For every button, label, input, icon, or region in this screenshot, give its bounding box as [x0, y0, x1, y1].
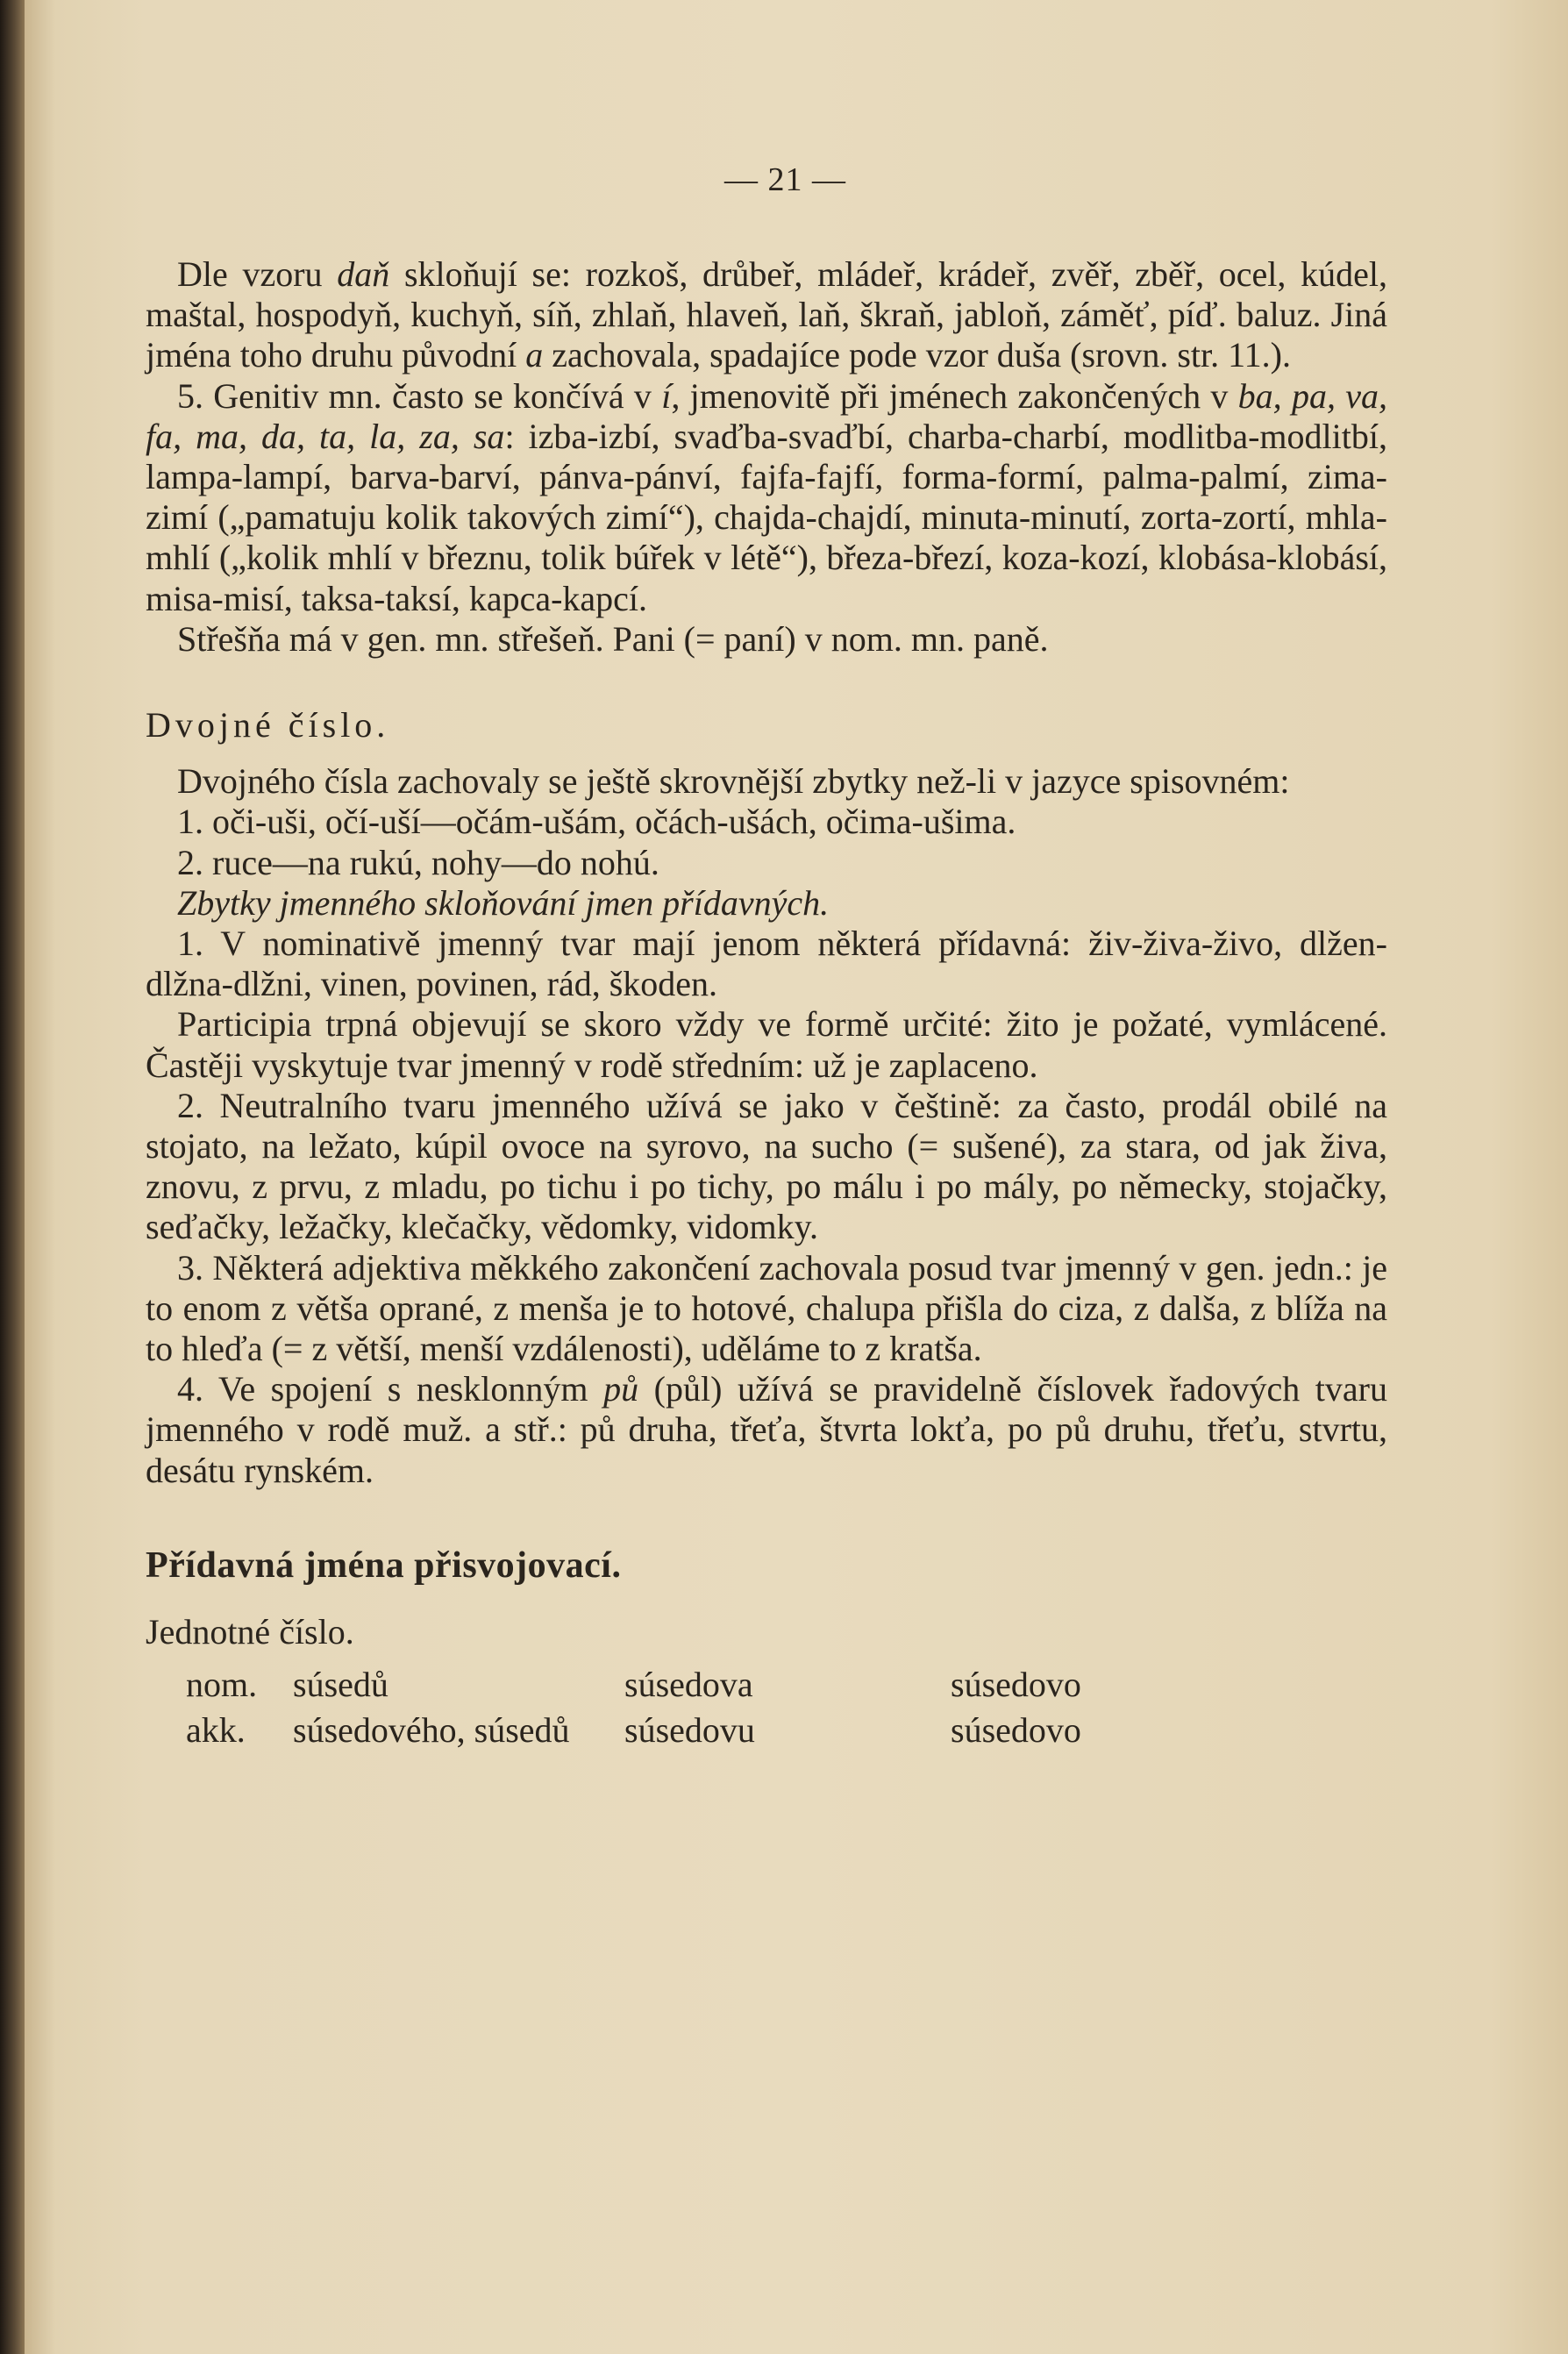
text-run: zachovala, spadajíce pode vzor duša (srovn. str. 11.).	[543, 335, 1291, 375]
paragraph-adjectives: 3. Některá adjektiva měkkého zakončení zachovala posud tvar jmenný v gen. jedn.: je to enom z větša oprané, z menša je to hotové, chalupa přišla do ciza, z dalša, z blíža na to hleďa (= z větší, menší vzdálenosti), uděláme to z kratša.	[146, 1247, 1387, 1369]
text-run: (půl) užívá se pravidelně číslovek řadových tvaru jmenného v rodě muž. a stř.: pů druha, třeťa, štvrta lokťa, po pů druhu, třeťu, stvrtu, desátu rynském.	[146, 1369, 1387, 1490]
table-cell: akk.	[186, 1710, 246, 1751]
paragraph-dual: Dvojného čísla zachovaly se ještě skrovnější zbytky než-li v jazyce spisovném:	[177, 761, 1290, 802]
italic-letter: a	[525, 335, 544, 375]
paragraph-genitive	[146, 376, 1387, 619]
table-cell: súsedova	[624, 1665, 753, 1705]
table-cell: súsedů	[293, 1665, 388, 1705]
page-body	[146, 254, 1387, 1756]
table-row	[186, 1665, 1214, 1710]
book-page	[25, 0, 1568, 2354]
paragraph-neutral: 2. Neutralního tvaru jmenného užívá se jako v češtině: za často, prodál obilé na stojato, na ležato, kúpil ovoce na syrovo, na sucho (= sušené), za stara, od jak živa, znovu, z prvu, z mladu, po tichu i po tichy, po málu i po mály, po německy, stojačky, seďačky, ležačky, klečačky, vědomky, vidomky.	[146, 1085, 1387, 1247]
text-run: 4. Ve spojení s nesklonným	[177, 1369, 604, 1409]
table-row	[186, 1710, 1214, 1756]
italic-endings: ba, pa, va, fa, ma, da, ta, la, za, sa	[146, 375, 1387, 456]
table-cell: súsedovo	[951, 1710, 1081, 1751]
table-cell: súsedovo	[951, 1665, 1081, 1705]
italic-word: daň	[337, 254, 390, 294]
list-item-1: 1. oči-uši, očí-uší—očám-ušám, očách-ušách, očima-ušima.	[177, 802, 1016, 842]
section-title: Přídavná jména přisvojovací.	[146, 1544, 622, 1586]
italic-ending: í	[661, 375, 672, 416]
heading-dual-number: Dvojné číslo.	[146, 705, 390, 745]
italic-word: pů	[603, 1369, 639, 1409]
table-cell: súsedovu	[624, 1710, 755, 1751]
table-cell: nom.	[186, 1665, 258, 1705]
subheading-remnants: Zbytky jmenného skloňování jmen přídavných.	[177, 882, 830, 923]
text-run: Dle vzoru	[177, 254, 338, 294]
paragraph-stresna: Střešňa má v gen. mn. střešeň. Pani (= paní) v nom. mn. paně.	[177, 618, 1049, 659]
table-cell: súsedového, súsedů	[293, 1710, 570, 1751]
book-spine-shadow	[0, 0, 25, 2354]
paragraph-participia: Participia trpná objevují se skoro vždy ve formě určité: žito je požaté, vymlácené. Častěji vyskytuje tvar jmenný v rodě středním: už je zaplaceno.	[146, 1004, 1387, 1085]
paragraph-nominative: 1. V nominativě jmenný tvar mají jenom některá přídavná: živ-živa-živo, dlžen-dlžna-dlžni, vinen, povinen, rád, škoden.	[146, 924, 1387, 1004]
page-number: — 21 —	[724, 161, 846, 198]
paragraph-dan	[146, 254, 1387, 376]
text-run: : izba-izbí, svaďba-svaďbí, charba-charbí, modlitba-modlitbí, lampa-lampí, barva-barví, pánva-pánví, fajfa-fajfí, forma-formí, palma-palmí, zima-zimí („pamatuju kolik takových zimí“), chajda-chajdí, minuta-minutí, zorta-zortí, mhla-mhlí („kolik mhlí v březnu, tolik búřek v létě“), březa-březí, koza-kozí, klobása-klobásí, misa-misí, taksa-taksí, kapca-kapcí.	[146, 416, 1388, 618]
text-run: skloňují se: rozkoš, drůbeř, mládeř, krádeř, zvěř, zběř, ocel, kúdel, maštal, hospodyň, kuchyň, síň, zhlaň, hlaveň, laň, škraň, jabloň, záměť, píď. baluz. Jiná jména toho druhu původní	[146, 254, 1387, 375]
declension-table	[186, 1665, 1214, 1756]
text-run: , jmenovitě při jménech zakončených v	[671, 375, 1238, 416]
text-run: 5. Genitiv mn. často se končívá v	[177, 375, 662, 416]
list-item-2: 2. ruce—na rukú, nohy—do nohú.	[177, 842, 659, 882]
paragraph-pu	[146, 1369, 1387, 1491]
subsection-title: Jednotné číslo.	[146, 1612, 354, 1652]
